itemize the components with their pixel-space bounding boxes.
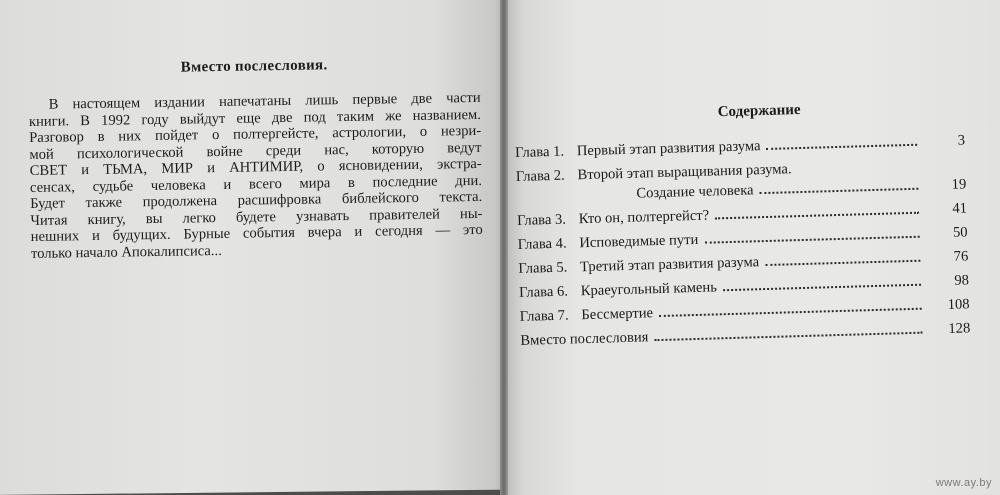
- text-line: мой психологической войне среди нас, которую ведут: [29, 139, 482, 163]
- toc-leader-dots: [659, 308, 922, 317]
- toc-leader-dots: [704, 236, 919, 244]
- toc-chapter-title: Первый этап развития разума: [576, 138, 761, 160]
- toc-entry: [520, 296, 970, 325]
- toc-chapter-title: Кто он, полтергейст?: [578, 207, 710, 228]
- toc-entry: [520, 320, 970, 349]
- toc-chapter-number: Глава 2.: [515, 167, 565, 185]
- toc-leader-dots: [723, 284, 921, 292]
- toc-chapter-subtitle: Создание человека: [636, 182, 754, 202]
- text-line: Будет также продолжена расшифровка библейского текста.: [30, 188, 483, 212]
- text-line: Разговор в них пойдет о полтергейсте, астрологии, о незри-: [29, 122, 482, 146]
- toc-page-number: 41: [952, 200, 968, 217]
- toc-page-number: 98: [954, 272, 970, 289]
- toc-leader-dots: [765, 260, 920, 266]
- afterword-title: Вместо послесловия.: [180, 57, 328, 76]
- toc-page-number: 19: [951, 176, 967, 193]
- toc-chapter-title: Исповедимые пути: [579, 231, 699, 252]
- toc-chapter-title: Вместо послесловия: [520, 329, 649, 349]
- toc-entry: [519, 272, 969, 301]
- toc-chapter-title: Краеугольный камень: [580, 279, 718, 300]
- toc-chapter-title: Второй этап выращивания разума.: [577, 161, 792, 184]
- toc-entry: [517, 200, 967, 229]
- text-line: книги. В 1992 году выйдут еще две под таким же названием.: [28, 106, 482, 130]
- toc-page-number: 50: [952, 224, 968, 241]
- text-line: В настоящем издании напечатаны лишь первые две части: [48, 89, 481, 113]
- contents-section: [514, 97, 971, 356]
- text-line: нешних и будущих. Бурные события вчера и сегодня — это: [30, 221, 483, 245]
- toc-leader-dots: [654, 332, 922, 341]
- contents-title: Содержание: [717, 102, 801, 121]
- toc-leader-dots: [767, 144, 918, 150]
- toc-chapter-number: Глава 5.: [518, 259, 568, 277]
- toc-page-number: 76: [953, 248, 969, 265]
- toc-chapter-number: Глава 7.: [519, 307, 569, 325]
- toc-entry: [518, 248, 968, 277]
- toc-leader-dots: [715, 212, 919, 220]
- toc-entry: [518, 224, 968, 253]
- watermark: www.ay.by: [935, 477, 992, 489]
- afterword-section: [28, 55, 483, 262]
- toc-entry: [515, 132, 965, 161]
- toc-chapter-number: Глава 3.: [516, 211, 567, 229]
- toc-page-number: 108: [947, 296, 970, 313]
- toc-leader-dots: [760, 188, 919, 194]
- toc-page-number: 3: [957, 132, 966, 149]
- toc-chapter-title: Третий этап развития разума: [579, 254, 760, 276]
- text-line: Читая книгу, вы легко будете узнавать правителей ны-: [30, 205, 483, 229]
- text-line: СВЕТ и ТЬМА, МИР и АНТИМИР, о ясновидении, экстра-: [29, 155, 482, 179]
- toc-chapter-number: Глава 1.: [514, 143, 565, 161]
- toc-chapter-number: Глава 6.: [518, 283, 569, 301]
- afterword-text: [29, 90, 484, 262]
- book-gutter: [500, 0, 508, 495]
- text-line: только начало Апокалипсиса...: [30, 242, 222, 262]
- toc-page-number: 128: [948, 320, 971, 337]
- toc-chapter-title: Бессмертие: [581, 305, 654, 324]
- text-line: сенсах, судьбе человека и всего мира в последние дни.: [29, 172, 483, 196]
- toc-chapter-number: Глава 4.: [517, 235, 567, 253]
